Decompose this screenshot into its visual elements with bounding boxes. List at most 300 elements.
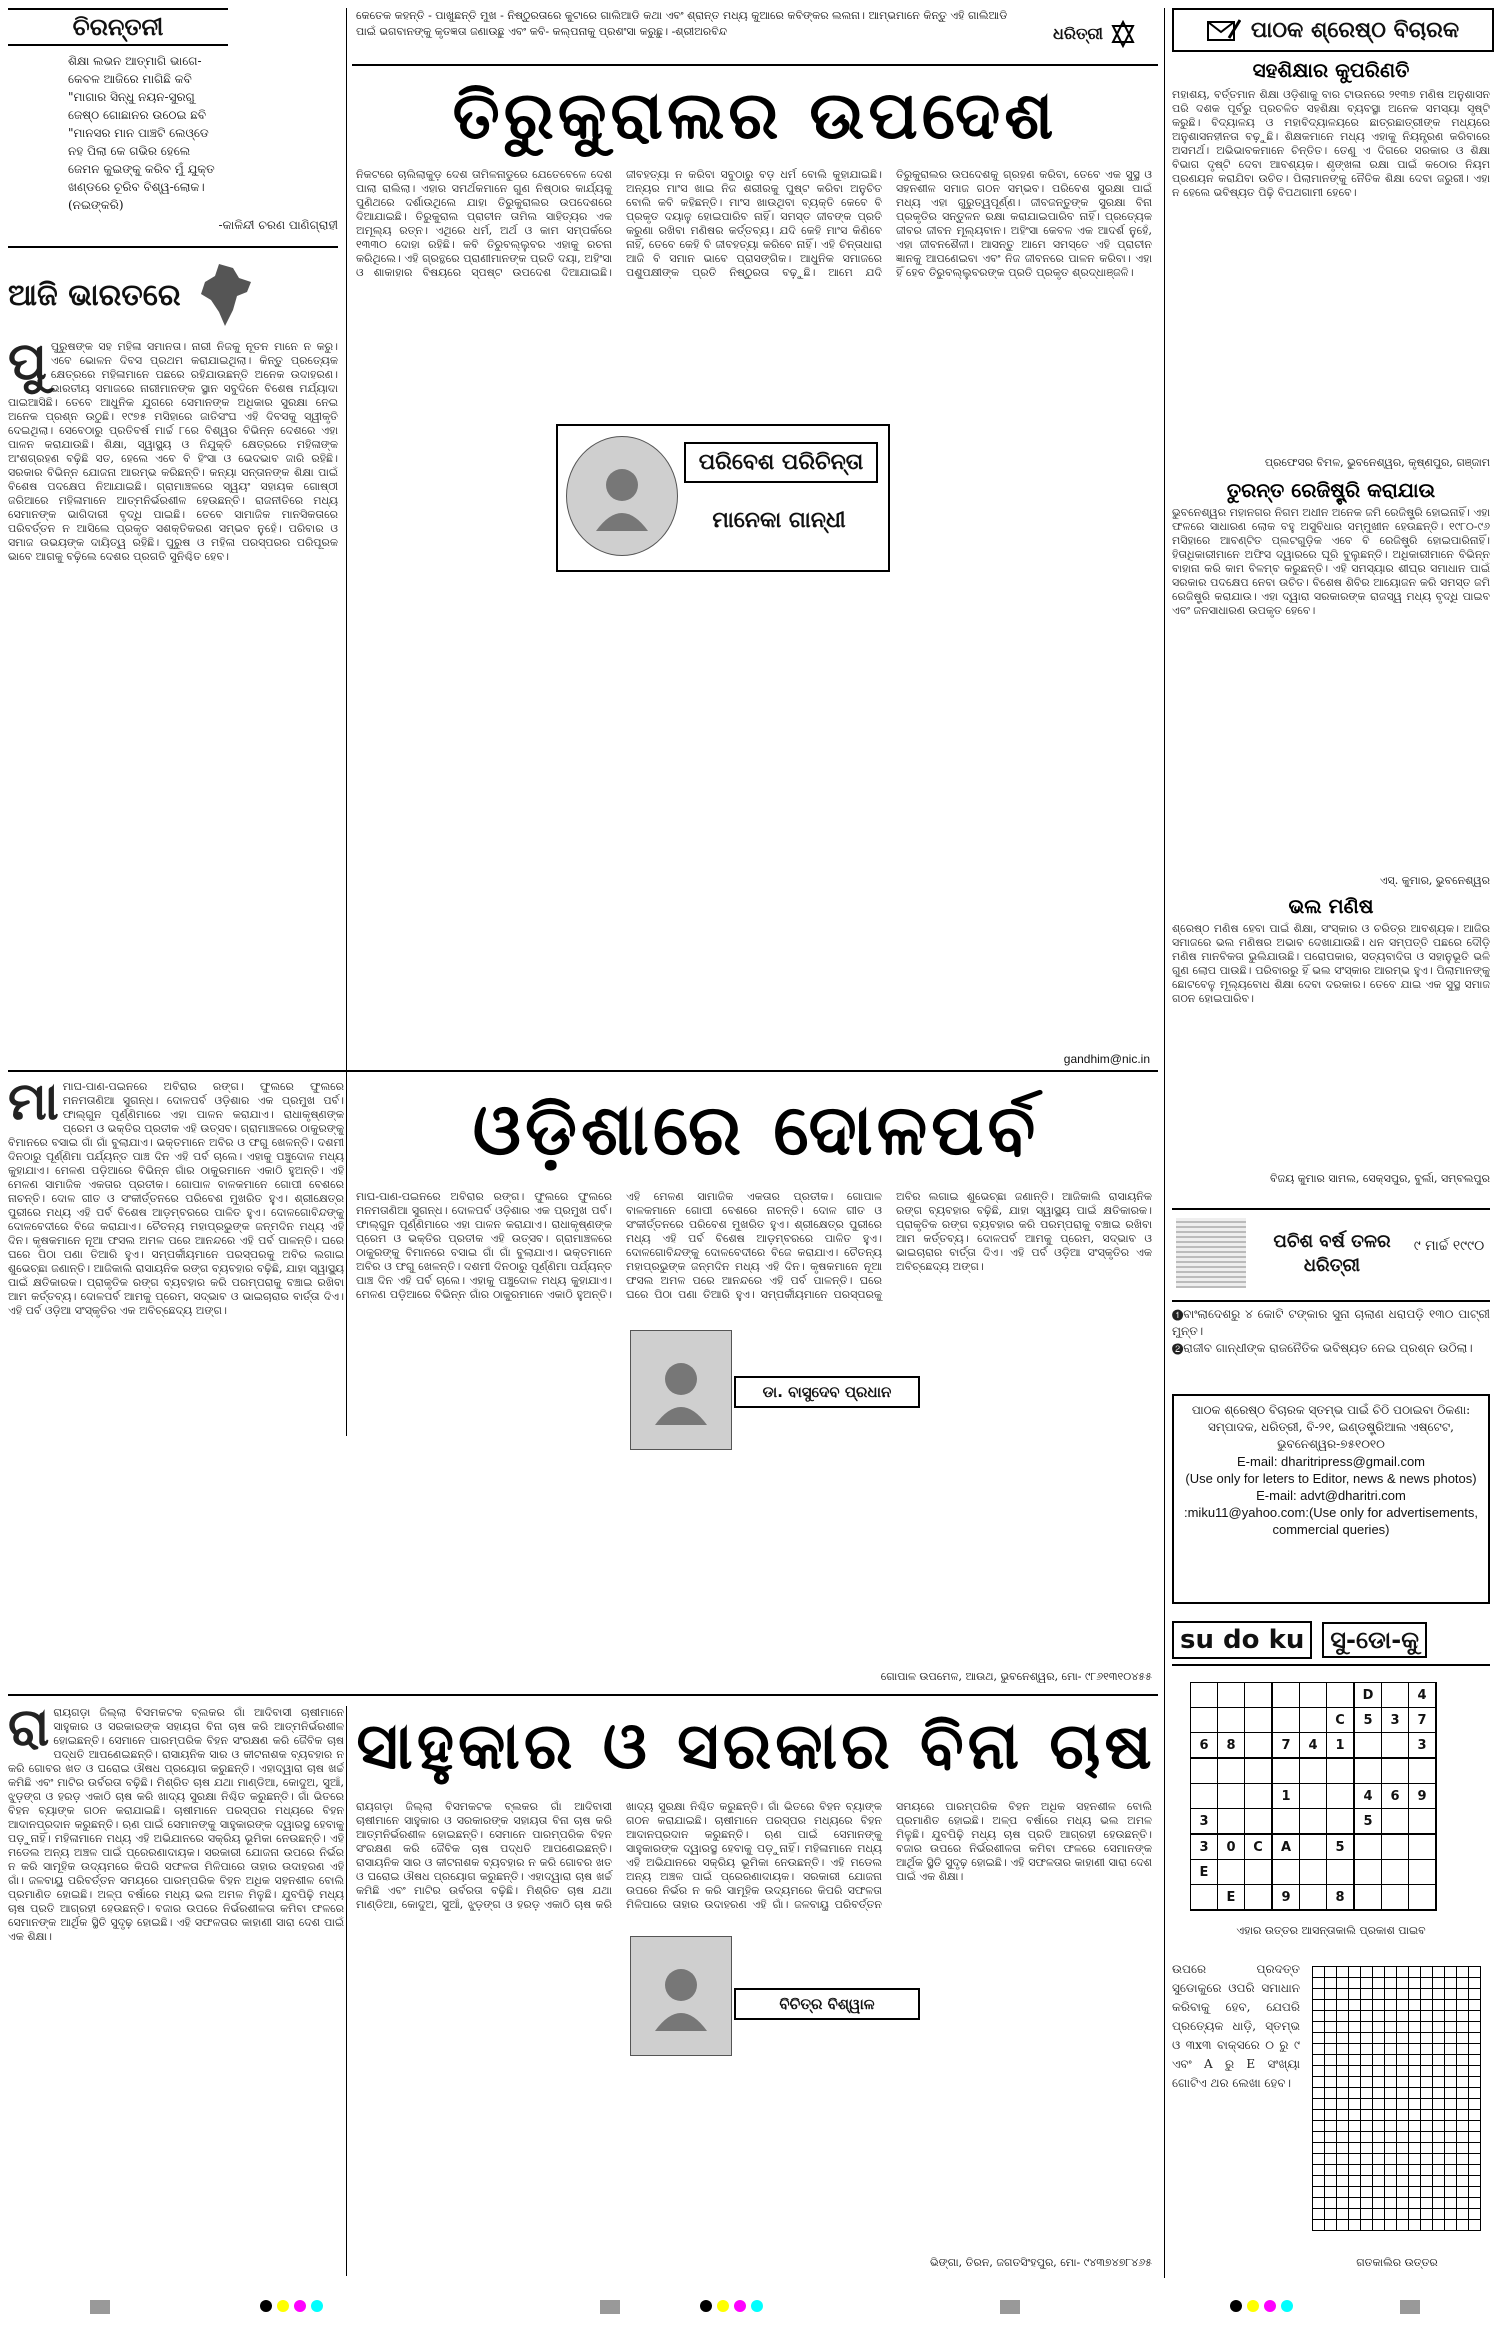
letter1-title: ସହଶିକ୍ଷାର କୁପରିଣତି	[1252, 58, 1410, 82]
answer-cell	[1457, 2088, 1469, 2099]
answer-cell	[1361, 2099, 1373, 2110]
sudoku-cell[interactable]	[1218, 1809, 1245, 1835]
answer-cell	[1457, 2198, 1469, 2209]
poem-line: "ମାନସର ମାନ ପାଞ୍ଚଟି ଲେଓ୍ଡେ	[68, 126, 209, 140]
answer-cell	[1445, 2011, 1457, 2022]
answer-cell	[1433, 2209, 1445, 2220]
sudoku-cell[interactable]	[1191, 1708, 1218, 1733]
poem-line: ଖଣ୍ଡରେ ଚୂରିବ ବିଶ୍ୱ-ଲୋକ।	[68, 180, 205, 194]
answer-cell	[1409, 1989, 1421, 2000]
answer-cell	[1313, 2209, 1325, 2220]
sudoku-cell[interactable]	[1382, 1885, 1409, 1911]
answer-cell	[1373, 2198, 1385, 2209]
article1-email: gandhim@nic.in	[1063, 1052, 1150, 1066]
answer-cell	[1385, 2022, 1397, 2033]
sudoku-cell[interactable]	[1300, 1683, 1327, 1708]
answer-cell	[1349, 2066, 1361, 2077]
answer-cell	[1325, 2044, 1337, 2055]
sudoku-cell[interactable]	[1327, 1683, 1355, 1708]
sudoku-cell[interactable]: 4	[1354, 1784, 1382, 1809]
portrait-icon	[592, 461, 652, 531]
answer-cell	[1325, 2132, 1337, 2143]
sudoku-cell[interactable]	[1300, 1708, 1327, 1733]
answer-cell	[1325, 2077, 1337, 2088]
answer-cell	[1349, 2011, 1361, 2022]
sudoku-header	[1172, 1616, 1490, 1666]
answer-cell	[1361, 1989, 1373, 2000]
answer-cell	[1445, 2033, 1457, 2044]
answer-cell	[1469, 2099, 1481, 2110]
sudoku-cell[interactable]	[1409, 1809, 1437, 1835]
article2-body: ମାଘ-ପାଣ-ପଇନରେ ଅବିରାର ରଙ୍ଗ। ଫୁଲରେ ଫୁଲରେ ମନମତାଣିଆ ସୁଗନ୍ଧ। ଦୋଳପର୍ବ ଓଡ଼ିଶାର ଏକ ପ୍ରମୁଖ ପର୍ବ। ଫାଲ୍ଗୁନ ପୂର୍ଣ୍ଣିମାରେ ଏହା ପାଳନ କରାଯାଏ। ରାଧାକୃଷ୍ଣଙ୍କ ପ୍ରେମ ଓ ଭକ୍ତିର ପ୍ରତୀକ ଏହି ଉତ୍ସବ। ଗ୍ରାମାଞ୍ଚଳରେ ଠାକୁରଙ୍କୁ ବିମାନରେ ବସାଇ ଗାଁ ଗାଁ ବୁଲାଯାଏ। ଭକ୍ତମାନେ ଅବିର ଓ ଫଗୁ ଖେଳନ୍ତି। ଦଶମୀ ଦିନଠାରୁ ପୂର୍ଣ୍ଣିମା ପର୍ଯ୍ୟନ୍ତ ପାଞ୍ଚ ଦିନ ଏହି ପର୍ବ ଚାଲେ। ଏହାକୁ ପଞ୍ଚୁଦୋଳ ମଧ୍ୟ କୁହାଯାଏ। ମେଳଣ ପଡ଼ିଆରେ ବିଭିନ୍ନ ଗାଁର ଠାକୁରମାନେ ଏକାଠି ହୁଅନ୍ତି। ଏହି ମେଳଣ ସାମାଜିକ ଏକତାର ପ୍ରତୀକ। ଗୋପାଳ ବାଳକମାନେ ଗୋପୀ ବେଶରେ ନାଚନ୍ତି। ଦୋଳ ଗୀତ ଓ ସଂକୀର୍ତ୍ତନରେ ପରିବେଶ ମୁଖରିତ ହୁଏ। ଶ୍ରୀକ୍ଷେତ୍ର ପୁରୀରେ ମଧ୍ୟ ଏହି ପର୍ବ ବିଶେଷ ଆଡ଼ମ୍ବରରେ ପାଳିତ ହୁଏ। ଦୋଳଗୋବିନ୍ଦଙ୍କୁ ଦୋଳବେଦୀରେ ବିଜେ କରାଯାଏ। ଚୈତନ୍ୟ ମହାପ୍ରଭୁଙ୍କ ଜନ୍ମଦିନ ମଧ୍ୟ ଏହି ଦିନ। କୃଷକମାନେ ନୂଆ ଫସଲ ଅମଳ ପରେ ଆନନ୍ଦରେ ଏହି ପର୍ବ ପାଳନ୍ତି। ଘରେ ଘରେ ପିଠା ପଣା ତିଆରି ହୁଏ। ସମ୍ପର୍କୀୟମାନେ ପରସ୍ପରକୁ ଅବିର ଲଗାଇ ଶୁଭେଚ୍ଛା ଜଣାନ୍ତି। ଆଜିକାଲି ରାସାୟନିକ ରଙ୍ଗ ବ୍ୟବହାର ବଢ଼ିଛି, ଯାହା ସ୍ୱାସ୍ଥ୍ୟ ପାଇଁ କ୍ଷତିକାରକ। ପ୍ରାକୃତିକ ରଙ୍ଗ ବ୍ୟବହାର କରି ପରମ୍ପରାକୁ ବଞ୍ଚାଇ ରଖିବା ଆମ କର୍ତ୍ତବ୍ୟ। ଦୋଳପର୍ବ ଆମକୁ ପ୍ରେମ, ସଦ୍ଭାବ ଓ ଭାଇଚାରାର ବାର୍ତ୍ତା ଦିଏ। ଏହି ପର୍ବ ଓଡ଼ିଆ ସଂସ୍କୃତିର ଏକ ଅବିଚ୍ଛେଦ୍ୟ ଅଙ୍ଗ।	[356, 1190, 1152, 1301]
answer-cell	[1433, 2022, 1445, 2033]
answer-cell	[1433, 2000, 1445, 2011]
answer-cell	[1325, 2198, 1337, 2209]
sudoku-cell[interactable]	[1382, 1758, 1409, 1784]
sudoku-cell[interactable]	[1382, 1683, 1409, 1708]
sudoku-cell[interactable]	[1245, 1885, 1273, 1911]
answer-cell	[1337, 2022, 1349, 2033]
answer-cell	[1385, 2066, 1397, 2077]
answer-cell	[1325, 1978, 1337, 1989]
answer-cell	[1349, 2110, 1361, 2121]
sudoku-cell[interactable]: 5	[1354, 1708, 1382, 1733]
sudoku-cell[interactable]	[1218, 1683, 1245, 1708]
sudoku-cell[interactable]: 7	[1272, 1733, 1300, 1759]
answer-cell	[1385, 2198, 1397, 2209]
answer-cell	[1469, 2055, 1481, 2066]
answer-cell	[1349, 2220, 1361, 2231]
sudoku-cell[interactable]	[1272, 1860, 1300, 1885]
sudoku-cell[interactable]	[1354, 1885, 1382, 1911]
answer-cell	[1445, 2220, 1457, 2231]
sudoku-cell[interactable]	[1245, 1683, 1273, 1708]
answer-cell	[1373, 2143, 1385, 2154]
answer-cell	[1337, 2055, 1349, 2066]
answer-cell	[1397, 2198, 1409, 2209]
answer-cell	[1409, 1967, 1421, 1978]
answer-cell	[1337, 2143, 1349, 2154]
sudoku-cell[interactable]	[1300, 1784, 1327, 1809]
answer-cell	[1325, 2209, 1337, 2220]
sudoku-cell[interactable]	[1245, 1758, 1273, 1784]
answer-cell	[1313, 2000, 1325, 2011]
sudoku-cell[interactable]: C	[1327, 1708, 1355, 1733]
answer-cell	[1385, 2033, 1397, 2044]
sudoku-cell[interactable]: 5	[1354, 1809, 1382, 1835]
sudoku-cell[interactable]: 6	[1382, 1784, 1409, 1809]
answer-cell	[1433, 2055, 1445, 2066]
answer-cell	[1433, 2066, 1445, 2077]
answer-cell	[1313, 2099, 1325, 2110]
answer-cell	[1373, 2176, 1385, 2187]
sudoku-cell[interactable]: A	[1272, 1834, 1300, 1860]
archive-date: ୯ ମାର୍ଚ୍ଚ ୧୯୯୦	[1413, 1238, 1485, 1254]
answer-cell	[1445, 2198, 1457, 2209]
sudoku-cell[interactable]	[1245, 1733, 1273, 1759]
answer-cell	[1325, 2176, 1337, 2187]
poem-line: କେବଳ ଆଜିରେ ମାଗିଛି କବି	[68, 72, 192, 86]
answer-cell	[1445, 2154, 1457, 2165]
answer-cell	[1313, 2044, 1325, 2055]
answer-cell	[1409, 2132, 1421, 2143]
answer-cell	[1337, 2110, 1349, 2121]
answer-cell	[1409, 2198, 1421, 2209]
answer-cell	[1337, 1967, 1349, 1978]
answer-cell	[1469, 2209, 1481, 2220]
sudoku-cell[interactable]: 0	[1218, 1834, 1245, 1860]
answer-cell	[1457, 2220, 1469, 2231]
letter2-sign: ଏସ୍. କୁମାର, ଭୁବନେଶ୍ୱର	[1379, 874, 1490, 887]
poem-line: (ନଇଙ୍କରି)	[68, 198, 124, 212]
answer-cell	[1325, 2110, 1337, 2121]
sudoku-cell[interactable]: 5	[1327, 1834, 1355, 1860]
answer-cell	[1433, 2165, 1445, 2176]
sudoku-cell[interactable]	[1272, 1683, 1300, 1708]
answer-cell	[1361, 2209, 1373, 2220]
answer-cell	[1457, 2132, 1469, 2143]
answer-cell	[1349, 2044, 1361, 2055]
article3-body: ରାୟଗଡ଼ା ଜିଲ୍ଲା ବିସମକଟକ ବ୍ଲକର ଗାଁ ଆଦିବାସୀ ଚାଷୀମାନେ ସାହୁକାର ଓ ସରକାରଙ୍କ ସହାୟତା ବିନା ଚାଷ କରି ଆତ୍ମନିର୍ଭରଶୀଳ ହୋଇଛନ୍ତି। ସେମାନେ ପାରମ୍ପରିକ ବିହନ ସଂରକ୍ଷଣ କରି ଜୈବିକ ଚାଷ ପଦ୍ଧତି ଆପଣେଇଛନ୍ତି। ରାସାୟନିକ ସାର ଓ କୀଟନାଶକ ବ୍ୟବହାର ନ କରି ଗୋବର ଖତ ଓ ଘରୋଇ ଔଷଧ ପ୍ରୟୋଗ କରୁଛନ୍ତି। ଏହାଦ୍ୱାରା ଚାଷ ଖର୍ଚ୍ଚ କମିଛି ଏବଂ ମାଟିର ଉର୍ବରତା ବଢ଼ିଛି। ମିଶ୍ରିତ ଚାଷ ଯଥା ମାଣ୍ଡିଆ, କୋଦୁଅ, ସୁଆଁ, ଝୁଡ଼ଙ୍ଗ ଓ ହରଡ଼ ଏକାଠି ଚାଷ କରି ଖାଦ୍ୟ ସୁରକ୍ଷା ନିଶ୍ଚିତ କରୁଛନ୍ତି। ଗାଁ ଭିତରେ ବିହନ ବ୍ୟାଙ୍କ ଗଠନ କରାଯାଇଛି। ଚାଷୀମାନେ ପରସ୍ପର ମଧ୍ୟରେ ବିହନ ଆଦାନପ୍ରଦାନ କରୁଛନ୍ତି। ଋଣ ପାଇଁ ସେମାନଙ୍କୁ ସାହୁକାରଙ୍କ ଦ୍ୱାରସ୍ଥ ହେବାକୁ ପଡ଼ୁନାହିଁ। ମହିଳାମାନେ ମଧ୍ୟ ଏହି ଅଭିଯାନରେ ସକ୍ରିୟ ଭୂମିକା ନେଉଛନ୍ତି। ଏହି ମଡେଲ ଅନ୍ୟ ଅଞ୍ଚଳ ପାଇଁ ପ୍ରେରଣାଦାୟକ। ସରକାରୀ ଯୋଜନା ଉପରେ ନିର୍ଭର ନ କରି ସାମୂହିକ ଉଦ୍ୟମରେ କିପରି ସଫଳତା ମିଳିପାରେ ତାହାର ଉଦାହରଣ ଏହି ଗାଁ। ଜଳବାୟୁ ପରିବର୍ତ୍ତନ ସମୟରେ ପାରମ୍ପରିକ ବିହନ ଅଧିକ ସହନଶୀଳ ବୋଲି ପ୍ରମାଣିତ ହୋଇଛି। ଅଳ୍ପ ବର୍ଷାରେ ମଧ୍ୟ ଭଲ ଅମଳ ମିଳୁଛି। ଯୁବପିଢ଼ି ମଧ୍ୟ ଚାଷ ପ୍ରତି ଆଗ୍ରହୀ ହେଉଛନ୍ତି। ବଜାର ଉପରେ ନିର୍ଭରଶୀଳତା କମିବା ଫଳରେ ସେମାନଙ୍କ ଆର୍ଥିକ ସ୍ଥିତି ସୁଦୃଢ଼ ହୋଇଛି। ଏହି ସଫଳତାର କାହାଣୀ ସାରା ଦେଶ ପାଇଁ ଏକ ଶିକ୍ଷା।	[356, 1800, 1152, 1911]
archive-box	[1172, 1208, 1490, 1302]
answer-cell	[1385, 1989, 1397, 2000]
answer-cell	[1337, 1978, 1349, 1989]
answer-cell	[1373, 2033, 1385, 2044]
answer-cell	[1457, 2033, 1469, 2044]
sudoku-cell[interactable]	[1245, 1809, 1273, 1835]
answer-cell	[1385, 2143, 1397, 2154]
sudoku-cell[interactable]	[1409, 1834, 1437, 1860]
sudoku-cell[interactable]	[1327, 1860, 1355, 1885]
sudoku-label-en: su do ku	[1172, 1621, 1312, 1659]
answer-cell	[1313, 2033, 1325, 2044]
sudoku-cell[interactable]: 1	[1327, 1733, 1355, 1759]
registration-marks-2	[700, 2300, 763, 2312]
answer-cell	[1409, 2187, 1421, 2198]
poem-author: -କାଳିନ୍ଦୀ ଚରଣ ପାଣିଗ୍ରାହୀ	[218, 218, 338, 232]
answer-cell	[1457, 2165, 1469, 2176]
answer-cell	[1373, 2187, 1385, 2198]
answer-cell	[1361, 2033, 1373, 2044]
dharitri-logo: ଧରିତ୍ରୀ	[1040, 10, 1150, 58]
answer-cell	[1469, 1978, 1481, 1989]
answer-cell	[1457, 2022, 1469, 2033]
answer-cell	[1349, 2121, 1361, 2132]
answer-cell	[1457, 2143, 1469, 2154]
sudoku-cell[interactable]: 4	[1409, 1683, 1437, 1708]
answer-cell	[1409, 2044, 1421, 2055]
sudoku-cell[interactable]	[1191, 1758, 1218, 1784]
answer-cell	[1433, 1989, 1445, 2000]
answer-cell	[1421, 2121, 1433, 2132]
email-note: (Use only for leters to Editor, news & news photos)	[1185, 1471, 1477, 1486]
registration-bar-mid	[600, 2300, 620, 2314]
sudoku-cell[interactable]	[1191, 1683, 1218, 1708]
poem-line: ଜେମନ କୁଇଙ୍କୁ କରିବ ମୁଁ ଯୁକ୍ତ	[68, 162, 215, 176]
answer-cell	[1445, 2176, 1457, 2187]
article3-byline: ଭିଙ୍ଗା, ତିରନ, ଜଗତସିଂହପୁର, ମୋ- ୯୪୩୭୪୭୮୪୬୫	[929, 2256, 1152, 2269]
answer-cell	[1469, 2066, 1481, 2077]
sudoku-cell[interactable]	[1245, 1708, 1273, 1733]
sudoku-cell[interactable]: 8	[1218, 1733, 1245, 1759]
answer-cell	[1385, 2165, 1397, 2176]
sudoku-cell[interactable]	[1409, 1885, 1437, 1911]
answer-cell	[1421, 2099, 1433, 2110]
answer-cell	[1469, 2000, 1481, 2011]
answer-cell	[1373, 2088, 1385, 2099]
answer-cell	[1349, 2000, 1361, 2011]
sudoku-cell[interactable]	[1300, 1860, 1327, 1885]
answer-cell	[1469, 2077, 1481, 2088]
answer-cell	[1349, 2132, 1361, 2143]
answer-cell	[1349, 2154, 1361, 2165]
answer-cell	[1457, 2044, 1469, 2055]
sudoku-cell[interactable]	[1354, 1758, 1382, 1784]
sudoku-cell[interactable]	[1327, 1784, 1355, 1809]
sudoku-cell[interactable]: 7	[1409, 1708, 1437, 1733]
sudoku-cell[interactable]: 8	[1327, 1885, 1355, 1911]
answer-cell	[1469, 2187, 1481, 2198]
answer-cell	[1457, 2209, 1469, 2220]
sudoku-cell[interactable]	[1382, 1860, 1409, 1885]
answer-cell	[1469, 2022, 1481, 2033]
answer-cell	[1373, 2165, 1385, 2176]
answer-cell	[1409, 2165, 1421, 2176]
answer-cell	[1313, 1967, 1325, 1978]
letter1-sign: ପ୍ରଫେସର ବିମଳ, ଭୁବନେଶ୍ୱର, କୃଷ୍ଣପୁର, ଗଞ୍ଜାମ	[1264, 456, 1490, 469]
india-map-icon	[189, 260, 259, 330]
answer-cell	[1397, 2011, 1409, 2022]
sudoku-cell[interactable]: 3	[1409, 1733, 1437, 1759]
sudoku-cell[interactable]	[1300, 1834, 1327, 1860]
star-logo-icon	[1109, 20, 1137, 48]
letter2-body: ଭୁବନେଶ୍ୱର ମହାନଗର ନିଗମ ଅଧୀନ ଅନେକ ଜମି ରେଜିଷ୍ଟ୍ରି ହୋଇନାହିଁ। ଏହା ଫଳରେ ସାଧାରଣ ଲୋକ ବହୁ ଅସୁବିଧାର ସମ୍ମୁଖୀନ ହେଉଛନ୍ତି। ୧୯୮୦-୯୬ ମସିହାରେ ଆବଣ୍ଟିତ ପ୍ଲଟଗୁଡ଼ିକ ଏବେ ବି ରେଜିଷ୍ଟ୍ରି ହୋଇପାରିନାହିଁ। ହିତାଧିକାରୀମାନେ ଅଫିସ ଦ୍ୱାରରେ ଘୂରି ବୁଲୁଛନ୍ତି। ଅଧିକାରୀମାନେ ବିଭିନ୍ନ ବାହାନା କରି କାମ ବିଳମ୍ବ କରୁଛନ୍ତି। ଏହି ସମସ୍ୟାର ଶୀଘ୍ର ସମାଧାନ ପାଇଁ ସରକାର ପଦକ୍ଷେପ ନେବା ଉଚିତ। ବିଶେଷ ଶିବିର ଆୟୋଜନ କରି ସମସ୍ତ ଜମି ରେଜିଷ୍ଟ୍ରି କରାଯାଉ। ଏହା ଦ୍ୱାରା ସରକାରଙ୍କ ରାଜସ୍ୱ ମଧ୍ୟ ବୃଦ୍ଧି ପାଇବ ଏବଂ ଜନସାଧାରଣ ଉପକୃତ ହେବେ।	[1172, 506, 1490, 617]
answer-cell	[1421, 1978, 1433, 1989]
sudoku-cell[interactable]	[1218, 1860, 1245, 1885]
answer-cell	[1373, 2055, 1385, 2066]
answer-cell	[1313, 2121, 1325, 2132]
sudoku-cell[interactable]: 4	[1300, 1733, 1327, 1759]
answer-cell	[1469, 2154, 1481, 2165]
poem-line: ଶିକ୍ଷା ଲଭନ ଆତ୍ମାଗି ଭାଗେ-	[68, 54, 202, 68]
answer-cell	[1337, 2099, 1349, 2110]
answer-cell	[1421, 2000, 1433, 2011]
answer-cell	[1325, 2165, 1337, 2176]
answer-cell	[1445, 2077, 1457, 2088]
registration-marks-1	[260, 2300, 323, 2312]
sudoku-cell[interactable]	[1191, 1885, 1218, 1911]
answer-cell	[1361, 2011, 1373, 2022]
registration-bar-right	[1000, 2300, 1020, 2314]
answer-cell	[1469, 2033, 1481, 2044]
answer-cell	[1469, 2011, 1481, 2022]
answer-cell	[1349, 2099, 1361, 2110]
answer-cell	[1337, 2121, 1349, 2132]
answer-cell	[1313, 2077, 1325, 2088]
answer-cell	[1433, 2011, 1445, 2022]
sudoku-cell[interactable]: 3	[1382, 1708, 1409, 1733]
answer-cell	[1469, 1989, 1481, 2000]
sudoku-cell[interactable]: 3	[1191, 1809, 1218, 1835]
sudoku-cell[interactable]	[1409, 1860, 1437, 1885]
article2-byline: ଗୋପାଳ ଉପମେଳ, ଆଉଥ, ଭୁବନେଶ୍ୱର, ମୋ- ୯୮୬୧୩୧୦୪୫୫	[880, 1670, 1152, 1683]
answer-cell	[1469, 2088, 1481, 2099]
address: ପାଠକ ଶ୍ରେଷ୍ଠ ବିଚାରକ ସ୍ତମ୍ଭ ପାଇଁ ଚିଠି ପଠାଇବା ଠିକଣା: ସମ୍ପାଦକ, ଧରିତ୍ରୀ, ବି-୨୧, ଇଣ୍ଡଷ୍ଟ୍ରିଆଲ ଏଷ୍ଟେଟ, ଭୁବନେଶ୍ୱର-୭୫୧୦୧୦	[1191, 1403, 1471, 1451]
answer-cell	[1457, 2154, 1469, 2165]
answer-cell	[1433, 2154, 1445, 2165]
answer-cell	[1433, 2176, 1445, 2187]
portrait-icon	[651, 1961, 711, 2031]
sudoku-cell[interactable]	[1382, 1733, 1409, 1759]
sudoku-cell[interactable]	[1354, 1733, 1382, 1759]
answer-cell	[1409, 2022, 1421, 2033]
sudoku-cell[interactable]: 6	[1191, 1733, 1218, 1759]
answer-cell	[1373, 2110, 1385, 2121]
answer-cell	[1349, 2165, 1361, 2176]
sudoku-grid[interactable]	[1190, 1682, 1437, 1911]
answer-cell	[1397, 1978, 1409, 1989]
sudoku-cell[interactable]	[1218, 1708, 1245, 1733]
answer-cell	[1325, 2033, 1337, 2044]
answer-cell	[1349, 2055, 1361, 2066]
sudoku-cell[interactable]	[1382, 1834, 1409, 1860]
answer-cell	[1373, 2077, 1385, 2088]
answer-cell	[1421, 2077, 1433, 2088]
answer-cell	[1433, 2088, 1445, 2099]
sudoku-cell[interactable]: 3	[1191, 1834, 1218, 1860]
sudoku-cell[interactable]	[1300, 1885, 1327, 1911]
answer-cell	[1337, 2033, 1349, 2044]
sudoku-cell[interactable]	[1300, 1758, 1327, 1784]
aaji-bharat-text: ପୁପୁରୁଷଙ୍କ ସହ ମହିଳା ସମାନତା। ନାରୀ ନିଜକୁ ନୂତନ ମାନେ ନ କରୁ। ଏବେ ଭୋଳନ ଦିବସ ପ୍ରଥମ କରାଯାଇଥିଲା। କିନ୍ତୁ ପ୍ରତ୍ୟେକ କ୍ଷେତ୍ରରେ ମହିଳାମାନେ ପଛରେ ରହିଯାଉଛନ୍ତି ଅନେକ ଉଦାହରଣ। ଭାରତୀୟ ସମାଜରେ ନାରୀମାନଙ୍କ ସ୍ଥାନ ସବୁଦିନେ ବିଶେଷ ମର୍ଯ୍ୟାଦା ପାଇଆସିଛି। ତେବେ ଆଧୁନିକ ଯୁଗରେ ସେମାନଙ୍କ ଅଧିକାର ସୁରକ୍ଷା ନେଇ ଅନେକ ପ୍ରଶ୍ନ ଉଠୁଛି। ୧୯୭୫ ମସିହାରେ ଜାତିସଂଘ ଏହି ଦିବସକୁ ସ୍ୱୀକୃତି ଦେଇଥିଲା। ସେବେଠାରୁ ପ୍ରତିବର୍ଷ ମାର୍ଚ୍ଚ ୮ରେ ବିଶ୍ୱର ବିଭିନ୍ନ ଦେଶରେ ଏହା ପାଳନ କରାଯାଉଛି। ଶିକ୍ଷା, ସ୍ୱାସ୍ଥ୍ୟ ଓ ନିଯୁକ୍ତି କ୍ଷେତ୍ରରେ ମହିଳାଙ୍କ ଅଂଶଗ୍ରହଣ ବଢ଼ିଛି ସତ, ହେଲେ ଏବେ ବି ହିଂସା ଓ ଭେଦଭାବ ଜାରି ରହିଛି। ସରକାର ବିଭିନ୍ନ ଯୋଜନା ଆରମ୍ଭ କରିଛନ୍ତି। କନ୍ୟା ସନ୍ତାନଙ୍କ ଶିକ୍ଷା ପାଇଁ ବିଶେଷ ପଦକ୍ଷେପ ନିଆଯାଇଛି। ଗ୍ରାମାଞ୍ଚଳରେ ସ୍ୱୟଂ ସହାୟକ ଗୋଷ୍ଠୀ ଜରିଆରେ ମହିଳାମାନେ ଆତ୍ମନିର୍ଭରଶୀଳ ହେଉଛନ୍ତି। ରାଜନୀତିରେ ମଧ୍ୟ ସେମାନଙ୍କ ଭାଗିଦାରୀ ବୃଦ୍ଧି ପାଇଛି। ତେବେ ସାମାଜିକ ମାନସିକତାରେ ପରିବର୍ତ୍ତନ ନ ଆସିଲେ ପ୍ରକୃତ ସଶକ୍ତିକରଣ ସମ୍ଭବ ନୁହେଁ। ପରିବାର ଓ ସମାଜ ଉଭୟଙ୍କ ଦାୟିତ୍ୱ ରହିଛି। ପୁରୁଷ ଓ ମହିଳା ପରସ୍ପରର ପରିପୂରକ ଭାବେ ଆଗକୁ ବଢ଼ିଲେ ଦେଶର ପ୍ରଗତି ସୁନିଶ୍ଚିତ ହେବ।	[8, 340, 338, 563]
sudoku-cell[interactable]	[1272, 1758, 1300, 1784]
answer-cell	[1421, 2220, 1433, 2231]
answer-cell	[1469, 2132, 1481, 2143]
sudoku-cell[interactable]	[1272, 1708, 1300, 1733]
answer-cell	[1361, 2154, 1373, 2165]
article3-byline-box	[630, 1936, 920, 2056]
answer-cell	[1421, 2033, 1433, 2044]
sudoku-cell[interactable]	[1327, 1758, 1355, 1784]
answer-cell	[1397, 2099, 1409, 2110]
answer-cell	[1373, 1978, 1385, 1989]
answer-cell	[1433, 2132, 1445, 2143]
answer-cell	[1349, 2176, 1361, 2187]
answer-cell	[1409, 2099, 1421, 2110]
sudoku-cell[interactable]: 9	[1272, 1885, 1300, 1911]
answer-cell	[1325, 2154, 1337, 2165]
answer-cell	[1385, 2077, 1397, 2088]
answer-cell	[1385, 2132, 1397, 2143]
answer-cell	[1337, 2176, 1349, 2187]
answer-cell	[1349, 1978, 1361, 1989]
author-photo-basudev	[630, 1330, 732, 1450]
answer-cell	[1469, 2044, 1481, 2055]
answer-cell	[1409, 1978, 1421, 1989]
answer-cell	[1397, 2187, 1409, 2198]
answer-cell	[1409, 2143, 1421, 2154]
sudoku-cell[interactable]	[1272, 1809, 1300, 1835]
contact-box	[1172, 1394, 1490, 1604]
answer-cell	[1397, 2022, 1409, 2033]
letter3-sign: ବିଜୟ କୁମାର ସାମଲ, ସେକ୍ସପୁର, ବୁର୍ଲା, ସମ୍ବଲପୁର	[1270, 1172, 1490, 1185]
answer-cell	[1433, 2033, 1445, 2044]
answer-cell	[1445, 2066, 1457, 2077]
letters-header: ପାଠକ ଶ୍ରେଷ୍ଠ ବିଚାରକ	[1172, 8, 1494, 52]
answer-cell	[1313, 2176, 1325, 2187]
answer-cell	[1361, 2022, 1373, 2033]
answer-cell	[1373, 2220, 1385, 2231]
sudoku-cell[interactable]	[1191, 1784, 1218, 1809]
answer-cell	[1397, 2000, 1409, 2011]
answer-cell	[1313, 1978, 1325, 1989]
sudoku-cell[interactable]	[1300, 1809, 1327, 1835]
sudoku-cell[interactable]	[1409, 1758, 1437, 1784]
answer-cell	[1409, 2121, 1421, 2132]
article3-body-left: ରାରାୟଗଡ଼ା ଜିଲ୍ଲା ବିସମକଟକ ବ୍ଲକର ଗାଁ ଆଦିବାସୀ ଚାଷୀମାନେ ସାହୁକାର ଓ ସରକାରଙ୍କ ସହାୟତା ବିନା ଚାଷ କରି ଆତ୍ମନିର୍ଭରଶୀଳ ହୋଇଛନ୍ତି। ସେମାନେ ପାରମ୍ପରିକ ବିହନ ସଂରକ୍ଷଣ କରି ଜୈବିକ ଚାଷ ପଦ୍ଧତି ଆପଣେଇଛନ୍ତି। ରାସାୟନିକ ସାର ଓ କୀଟନାଶକ ବ୍ୟବହାର ନ କରି ଗୋବର ଖତ ଓ ଘରୋଇ ଔଷଧ ପ୍ରୟୋଗ କରୁଛନ୍ତି। ଏହାଦ୍ୱାରା ଚାଷ ଖର୍ଚ୍ଚ କମିଛି ଏବଂ ମାଟିର ଉର୍ବରତା ବଢ଼ିଛି। ମିଶ୍ରିତ ଚାଷ ଯଥା ମାଣ୍ଡିଆ, କୋଦୁଅ, ସୁଆଁ, ଝୁଡ଼ଙ୍ଗ ଓ ହରଡ଼ ଏକାଠି ଚାଷ କରି ଖାଦ୍ୟ ସୁରକ୍ଷା ନିଶ୍ଚିତ କରୁଛନ୍ତି। ଗାଁ ଭିତରେ ବିହନ ବ୍ୟାଙ୍କ ଗଠନ କରାଯାଇଛି। ଚାଷୀମାନେ ପରସ୍ପର ମଧ୍ୟରେ ବିହନ ଆଦାନପ୍ରଦାନ କରୁଛନ୍ତି। ଋଣ ପାଇଁ ସେମାନଙ୍କୁ ସାହୁକାରଙ୍କ ଦ୍ୱାରସ୍ଥ ହେବାକୁ ପଡ଼ୁନାହିଁ। ମହିଳାମାନେ ମଧ୍ୟ ଏହି ଅଭିଯାନରେ ସକ୍ରିୟ ଭୂମିକା ନେଉଛନ୍ତି। ଏହି ମଡେଲ ଅନ୍ୟ ଅଞ୍ଚଳ ପାଇଁ ପ୍ରେରଣାଦାୟକ। ସରକାରୀ ଯୋଜନା ଉପରେ ନିର୍ଭର ନ କରି ସାମୂହିକ ଉଦ୍ୟମରେ କିପରି ସଫଳତା ମିଳିପାରେ ତାହାର ଉଦାହରଣ ଏହି ଗାଁ। ଜଳବାୟୁ ପରିବର୍ତ୍ତନ ସମୟରେ ପାରମ୍ପରିକ ବିହନ ଅଧିକ ସହନଶୀଳ ବୋଲି ପ୍ରମାଣିତ ହୋଇଛି। ଅଳ୍ପ ବର୍ଷାରେ ମଧ୍ୟ ଭଲ ଅମଳ ମିଳୁଛି। ଯୁବପିଢ଼ି ମଧ୍ୟ ଚାଷ ପ୍ରତି ଆଗ୍ରହୀ ହେଉଛନ୍ତି। ବଜାର ଉପରେ ନିର୍ଭରଶୀଳତା କମିବା ଫଳରେ ସେମାନଙ୍କ ଆର୍ଥିକ ସ୍ଥିତି ସୁଦୃଢ଼ ହୋଇଛି। ଏହି ସଫଳତାର କାହାଣୀ ସାରା ଦେଶ ପାଇଁ ଏକ ଶିକ୍ଷା।	[8, 1706, 344, 1943]
sudoku-cell[interactable]: 1	[1272, 1784, 1300, 1809]
answer-cell	[1337, 2220, 1349, 2231]
answer-cell	[1457, 2187, 1469, 2198]
answer-cell	[1349, 2198, 1361, 2209]
answer-cell	[1421, 2209, 1433, 2220]
sudoku-cell[interactable]	[1218, 1784, 1245, 1809]
answer-cell	[1433, 2121, 1445, 2132]
answer-cell	[1385, 2220, 1397, 2231]
answer-cell	[1421, 2088, 1433, 2099]
sudoku-cell[interactable]	[1354, 1834, 1382, 1860]
registration-bar-far	[1400, 2300, 1420, 2314]
answer-cell	[1433, 2198, 1445, 2209]
answer-cell	[1325, 2022, 1337, 2033]
answer-cell	[1421, 2044, 1433, 2055]
answer-cell	[1373, 2154, 1385, 2165]
sudoku-cell[interactable]	[1245, 1860, 1273, 1885]
sudoku-cell[interactable]: D	[1354, 1683, 1382, 1708]
answer-cell	[1385, 2000, 1397, 2011]
answer-cell	[1421, 2011, 1433, 2022]
sudoku-cell[interactable]	[1354, 1860, 1382, 1885]
answer-cell	[1325, 1967, 1337, 1978]
sudoku-cell[interactable]	[1327, 1809, 1355, 1835]
sudoku-cell[interactable]: E	[1218, 1885, 1245, 1911]
sudoku-cell[interactable]	[1382, 1809, 1409, 1835]
sudoku-cell[interactable]: C	[1245, 1834, 1273, 1860]
answer-cell	[1445, 2044, 1457, 2055]
sudoku-cell[interactable]: E	[1191, 1860, 1218, 1885]
answer-cell	[1373, 2044, 1385, 2055]
answer-cell	[1445, 1967, 1457, 1978]
answer-cell	[1325, 2220, 1337, 2231]
answer-cell	[1325, 1989, 1337, 2000]
answer-cell	[1409, 2209, 1421, 2220]
answer-cell	[1397, 2077, 1409, 2088]
answer-cell	[1337, 2077, 1349, 2088]
answer-cell	[1433, 2077, 1445, 2088]
sudoku-cell[interactable]	[1245, 1784, 1273, 1809]
answer-cell	[1421, 2143, 1433, 2154]
letter1-body: ମହାଶୟ, ବର୍ତ୍ତମାନ ଶିକ୍ଷା ଓଡ଼ିଶାକୁ ବାର ଟାଉନରେ ୨୧୩୭ ମଣିଷ ଅନୁଶାସନ ପରି ଦଶକ ପୂର୍ବରୁ ପ୍ରଚଳିତ ସହଶିକ୍ଷା ବ୍ୟବସ୍ଥା ଅନେକ ସମସ୍ୟା ସୃଷ୍ଟି କରୁଛି। ବିଦ୍ୟାଳୟ ଓ ମହାବିଦ୍ୟାଳୟରେ ଛାତ୍ରଛାତ୍ରୀଙ୍କ ମଧ୍ୟରେ ଅନୁଶାସନହୀନତା ବଢ଼ୁଛି। ଶିକ୍ଷକମାନେ ମଧ୍ୟ ଏହାକୁ ନିୟନ୍ତ୍ରଣ କରିବାରେ ଅସମର୍ଥ। ଅଭିଭାବକମାନେ ଚିନ୍ତିତ। ତେଣୁ ଏ ଦିଗରେ ସରକାର ଓ ଶିକ୍ଷା ବିଭାଗ ଦୃଷ୍ଟି ଦେବା ଆବଶ୍ୟକ। ଶୃଙ୍ଖଳା ରକ୍ଷା ପାଇଁ କଠୋର ନିୟମ ପ୍ରଣୟନ କରାଯିବା ଉଚିତ। ପିଲାମାନଙ୍କୁ ନୈତିକ ଶିକ୍ଷା ଦେବା ଜରୁରୀ। ଏହା ନ ହେଲେ ଭବିଷ୍ୟତ ପିଢ଼ି ବିପଥଗାମୀ ହେବେ।	[1172, 88, 1490, 199]
advt-line: E-mail: advt@dharitri.com	[1256, 1488, 1406, 1503]
answer-cell	[1349, 2077, 1361, 2088]
sudoku-cell[interactable]	[1218, 1758, 1245, 1784]
answer-cell	[1385, 2088, 1397, 2099]
answer-cell	[1457, 2011, 1469, 2022]
sudoku-cell[interactable]: 9	[1409, 1784, 1437, 1809]
article2-headline: ଓଡ଼ିଶାରେ ଦୋଳପର୍ବ	[472, 1089, 1040, 1171]
answer-cell	[1421, 2187, 1433, 2198]
answer-cell	[1397, 2088, 1409, 2099]
